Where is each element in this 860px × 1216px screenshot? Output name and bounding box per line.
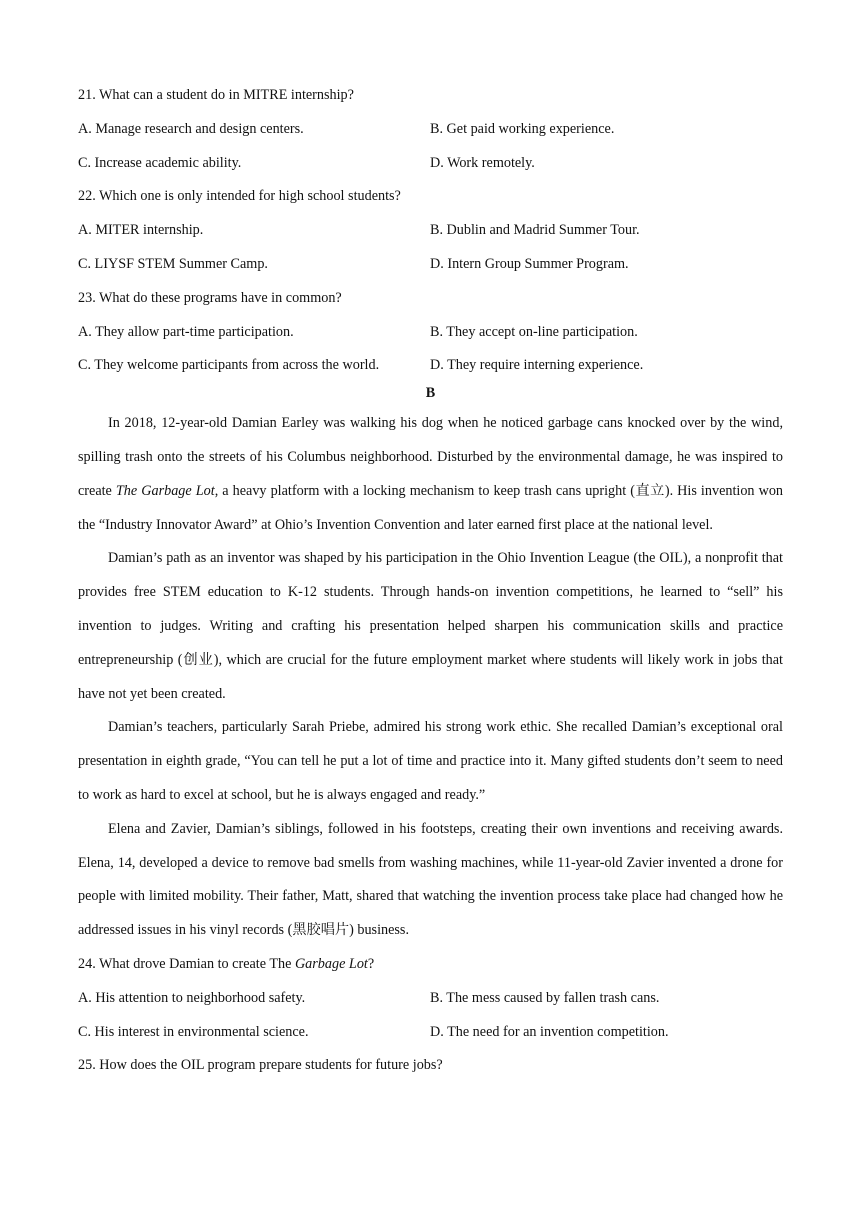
passage-paragraph-3: Damian’s teachers, particularly Sarah Priebe, admired his strong work ethic. She recalled Damian’s exceptional oral presentation in eighth grade, “You can tell he put a lot of time and practice into it. Many gifted students don’t seem to need to work as hard to excel at school, but he is always engaged and ready.” [78, 719, 783, 803]
question-21-stem: 21. What can a student do in MITRE internship? [78, 87, 354, 103]
question-24-stem-title: Garbage Lot [294, 955, 368, 972]
question-22-options-row-1 [78, 214, 783, 248]
passage-paragraph-2: Damian’s path as an inventor was shaped by his participation in the Ohio Invention League (the OIL), a nonprofit that provides free STEM education to K-12 students. Through hands-on invention competitions, he learned to “sell” his invention to judges. Writing and crafting his presentation helped sharpen his communication skills and practice entrepreneurship (创业), which are crucial for the future employment market where students will likely work in jobs that have not yet been created. [78, 550, 783, 702]
question-23-option-a: A. They allow part-time participation. [78, 323, 294, 340]
question-21-option-a: A. Manage research and design centers. [78, 120, 304, 137]
question-24-stem [78, 948, 783, 982]
question-25-stem: 25. How does the OIL program prepare students for future jobs? [78, 1057, 443, 1074]
question-23-option-d: D. They require interning experience. [430, 357, 644, 374]
question-23-options-row-1 [78, 316, 783, 350]
question-23-options-row-2 [78, 349, 783, 383]
question-22-options-row-2 [78, 248, 783, 282]
question-24-stem-text-a: 24. What drove Damian to create The [78, 955, 295, 972]
passage-paragraph-1-title: The Garbage Lot [115, 482, 215, 499]
question-24-option-c: C. His interest in environmental science. [78, 1023, 309, 1040]
question-22-option-c: C. LIYSF STEM Summer Camp. [78, 255, 268, 272]
document-page [78, 79, 783, 1083]
question-23-option-b: B. They accept on-line participation. [430, 323, 638, 340]
question-24-options-row-1 [78, 982, 783, 1016]
passage-paragraph-1 [78, 407, 783, 542]
question-22-option-d: D. Intern Group Summer Program. [430, 255, 629, 272]
question-21-options-row-1 [78, 113, 783, 147]
question-22-stem: 22. Which one is only intended for high school students? [78, 188, 401, 205]
question-21-options-row-2 [78, 147, 783, 181]
question-24-options-row-2 [78, 1016, 783, 1050]
question-21-option-d: D. Work remotely. [430, 154, 535, 171]
question-24-option-d: D. The need for an invention competition. [430, 1023, 669, 1040]
passage-paragraph-1-text-b: , a heavy platform with a locking mechanism to keep trash cans upright (直立). His invention won the “Industry Innovator Award” at Ohio’s Invention Convention and later earned first place at the national level. [78, 482, 784, 533]
passage-paragraph-1-text-a: In 2018, 12-year-old Damian Earley was walking his dog when he noticed garbage cans knocked over by the wind, spilling trash onto the streets of his Columbus neighborhood. Disturbed by the environmental damage, he was inspired to create [78, 415, 783, 499]
question-23-stem: 23. What do these programs have in common? [78, 289, 342, 306]
question-24-stem-text-b: ? [367, 955, 375, 972]
question-24-option-a: A. His attention to neighborhood safety. [78, 989, 306, 1006]
question-22-option-b: B. Dublin and Madrid Summer Tour. [430, 222, 640, 239]
question-23-option-c: C. They welcome participants from across the world. [78, 357, 380, 374]
question-22-option-a: A. MITER internship. [78, 222, 204, 239]
passage-paragraph-4: Elena and Zavier, Damian’s siblings, followed in his footsteps, creating their own inventions and receiving awards. Elena, 14, developed a device to remove bad smells from washing machines, while 11-year-old Zavier invented a drone for people with limited mobility. Their father, Matt, shared that watching the invention process take place had changed how he addressed issues in his vinyl records (黑胶唱片) business. [78, 820, 783, 939]
question-21-option-b: B. Get paid working experience. [430, 120, 615, 137]
question-21-option-c: C. Increase academic ability. [78, 154, 242, 171]
section-heading: B [425, 385, 436, 402]
question-24-option-b: B. The mess caused by fallen trash cans. [430, 989, 660, 1006]
